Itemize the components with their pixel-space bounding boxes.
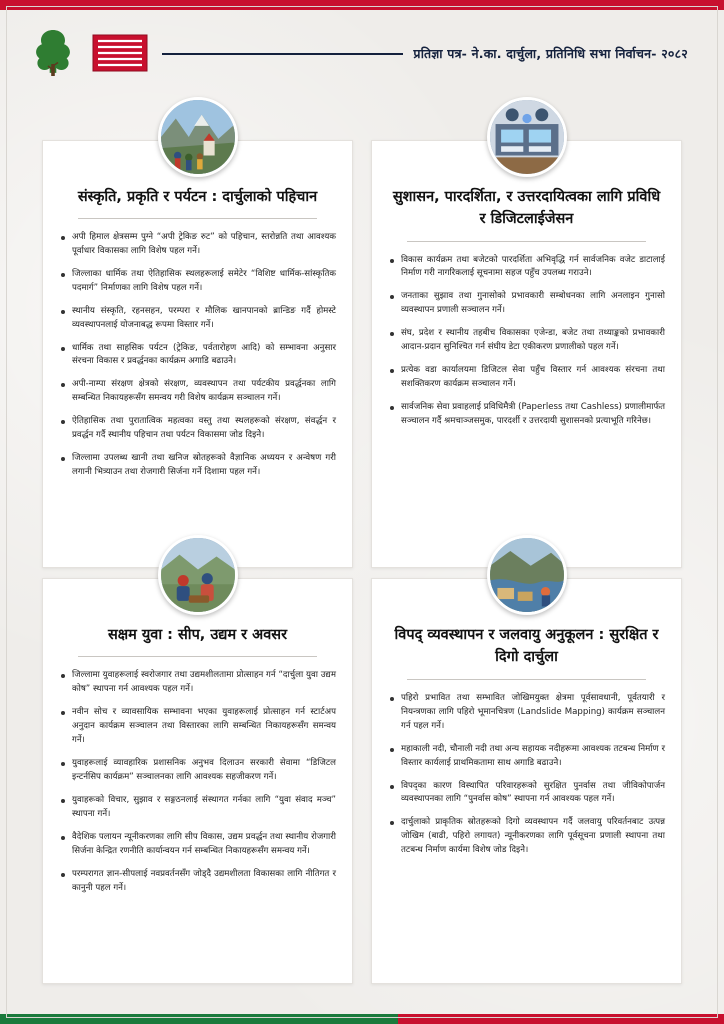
list-item: वैदेशिक पलायन न्यूनीकरणका लागि सीप विकास, उद्यम प्रवर्द्धन तथा स्थानीय रोजगारी सिर्जना केन्द्रित रणनीति कार्यान्वयन गर्न सम्बन्धित निकायहरूसँग समन्वय गर्ने। (59, 831, 336, 859)
list-item: युवाहरूको विचार, सुझाव र सङ्गठनलाई संस्थागत गर्नका लागि “युवा संवाद मञ्च” स्थापना गर्ने। (59, 794, 336, 822)
card-title: सुशासन, पारदर्शिता, र उत्तरदायित्वका लागि प्रविधि र डिजिटलाईजेसन (392, 189, 661, 227)
mountain-trekkers-photo (158, 97, 238, 177)
list-item: सार्वजनिक सेवा प्रवाहलाई प्रविधिमैत्री (Paperless तथा Cashless) प्रणालीमार्फत सञ्चालन गर्दै श्रमचाञ्जसमुक, पारदर्शी र उत्तरदायी सुशासनको प्रत्याभूति गरिनेछ। (388, 401, 665, 429)
page-title: प्रतिज्ञा पत्र- ने.का. दार्चुला, प्रतिनिधि सभा निर्वाचन- २०८२ (401, 41, 698, 66)
list-item: अपी हिमाल क्षेत्रसम्म पुग्ने “अपी ट्रेकिङ रुट” को पहिचान, स्तरोन्नति तथा आवश्यक पूर्वाधार विकासका लागि विशेष पहल गर्ने। (59, 231, 336, 259)
page-header (26, 22, 698, 84)
list-item: जिल्लामा युवाहरूलाई स्वरोजगार तथा उद्यमशीलतामा प्रोत्साहन गर्न “दार्चुला युवा उद्यम कोष” स्थापना गर्न आवश्यक पहल गर्ने। (59, 669, 336, 697)
list-item: परम्परागत ज्ञान-सीपलाई नवप्रवर्तनसँग जोड्दै उद्यमशीलता विकासका लागि नीतिगत र कानुनी पहल गर्ने। (59, 868, 336, 896)
list-item: विपद्का कारण विस्थापित परिवारहरूको सुरक्षित पुनर्वास तथा जीविकोपार्जन व्यवस्थापनका लागि “पुनर्वास कोष” स्थापना गर्न आवश्यक पहल गर्ने। (388, 780, 665, 808)
card-title: संस्कृति, प्रकृति र पर्यटन : दार्चुलाको पहिचान (77, 189, 318, 205)
disaster-management-photo (487, 535, 567, 615)
list-item: संघ, प्रदेश र स्थानीय तहबीच विकासका एजेन्डा, बजेट तथा तथ्याङ्कको प्रभावकारी आदान-प्रदान सुनिश्चित गर्न संघीय डेटा एकीकरण प्रणालीको पहल गर्ने। (388, 327, 665, 355)
list-item: विकास कार्यक्रम तथा बजेटको पारदर्शिता अभिवृद्धि गर्न सार्वजनिक वजेट डाटालाई निर्माण गरी नागरिकलाई सूचनामा सहज पहुँच उपलब्ध गराउने। (388, 254, 665, 282)
list-item: अपी-नाम्पा संरक्षण क्षेत्रको संरक्षण, व्यवस्थापन तथा पर्यटकीय प्रवर्द्धनका लागि सम्बन्धित निकायहरूसँग समन्वय गरी विशेष कार्यक्रम सञ्चालन गर्ने। (59, 378, 336, 406)
tree-logo-icon (26, 26, 80, 80)
list-item: ऐतिहासिक तथा पुरातात्विक महत्वका वस्तु तथा स्थलहरूको संरक्षण, संवर्द्धन र प्रवर्द्धन गर्दै स्थानीय पहिचान तथा पर्यटन विकासमा जोड दिइनेे। (59, 415, 336, 443)
list-item: महाकाली नदी, चौनाली नदी तथा अन्य सहायक नदीहरूमा आवश्यक तटबन्ध निर्माण र विस्तार कार्यलाई प्राथमिकतामा साथ अगाडि बढाउनेे। (388, 743, 665, 771)
youth-skills-photo (158, 535, 238, 615)
title-underline (78, 656, 316, 657)
nepal-flag-icon (92, 33, 148, 73)
top-accent-strip (0, 0, 724, 10)
list-item: स्थानीय संस्कृति, रहनसहन, परम्परा र मौलिक खानपानको ब्रान्डिङ गर्दै होमस्टे व्यवस्थापनलाई योजनाबद्ध रूपमा विस्तार गर्ने। (59, 305, 336, 333)
title-underline (78, 218, 316, 219)
card-points-list (388, 254, 665, 429)
card-points-list (59, 669, 336, 895)
header-divider-rule (162, 53, 403, 55)
card-governance-digitalization (371, 140, 682, 568)
card-capable-youth (42, 578, 353, 984)
list-item: नवीन सोच र व्यावसायिक सम्भावना भएका युवाहरूलाई प्रोत्साहन गर्न स्टार्टअप अनुदान कार्यक्रम सञ्चालन तथा विस्तारका लागि सम्बन्धित निकायहरूसँग समन्वय गर्ने। (59, 706, 336, 748)
digital-governance-photo (487, 97, 567, 177)
card-disaster-climate (371, 578, 682, 984)
card-title: विपद् व्यवस्थापन र जलवायु अनुकूलन : सुरक्षित र दिगो दार्चुला (394, 627, 659, 666)
list-item: पहिरो प्रभावित तथा सम्भावित जोखिमयुक्त क्षेत्रमा पूर्वसावधानी, पूर्वतयारी र नियन्त्रणका लागि पहिरो भूमानचित्रण (Landslide Mapping) कार्यक्रम सञ्चालन गर्न पहल गर्ने। (388, 692, 665, 734)
list-item: प्रत्येक वडा कार्यालयमा डिजिटल सेवा पहुँच विस्तार गर्न आवश्यक संरचना तथा सशक्तिकरण कार्यक्रम सञ्चालन गर्ने। (388, 364, 665, 392)
card-title: सक्षम युवा : सीप, उद्यम र अवसर (107, 627, 288, 644)
card-points-list (388, 692, 665, 858)
card-culture-nature-tourism (42, 140, 353, 568)
bottom-accent-strip (0, 1014, 724, 1024)
list-item: धार्मिक तथा साहसिक पर्यटन (ट्रेकिङ, पर्वतारोहण आदि) को सम्भावना अनुसार संरचना विकास र प्रवर्द्धनका कार्यक्रम अगाडि बढाउनेे। (59, 342, 336, 370)
list-item: जनताका सुझाव तथा गुनासोको प्रभावकारी सम्बोधनका लागि अनलाइन गुनासो व्यवस्थापन प्रणाली सञ्चालन गर्ने। (388, 290, 665, 318)
cards-grid (42, 140, 682, 984)
list-item: जिल्लाका धार्मिक तथा ऐतिहासिक स्थलहरूलाई समेटेर “विशिष्ट धार्मिक-सांस्कृतिक पदमार्ग” निर्माणका लागि विशेष पहल गर्ने। (59, 268, 336, 296)
list-item: जिल्लामा उपलब्ध खानी तथा खनिज स्रोतहरूको वैज्ञानिक अध्ययन र अन्वेषण गरी लगानी भित्र्याउन तथा रोजगारी सिर्जना गर्ने दिशामा पहल गर्ने। (59, 452, 336, 480)
list-item: दार्चुलाको प्राकृतिक स्रोतहरूको दिगो व्यवस्थापन गर्दै जलवायु परिवर्तनबाट उत्पन्न जोखिम (बाढी, पहिरो लगायत) न्यूनीकरणका लागि पूर्वसूचना प्रणाली स्थापना तथा तटबन्ध निर्माण कार्यमा विशेष जोड दिइनेे। (388, 816, 665, 858)
title-underline (407, 241, 645, 242)
list-item: युवाहरूलाई व्यावहारिक प्रशासनिक अनुभव दिलाउन सरकारी सेवामा “डिजिटल इन्टर्नसिप कार्यक्रम” सञ्चालनका लागि आवश्यक सहजीकरण गर्ने। (59, 757, 336, 785)
card-points-list (59, 231, 336, 480)
title-underline (407, 679, 645, 680)
